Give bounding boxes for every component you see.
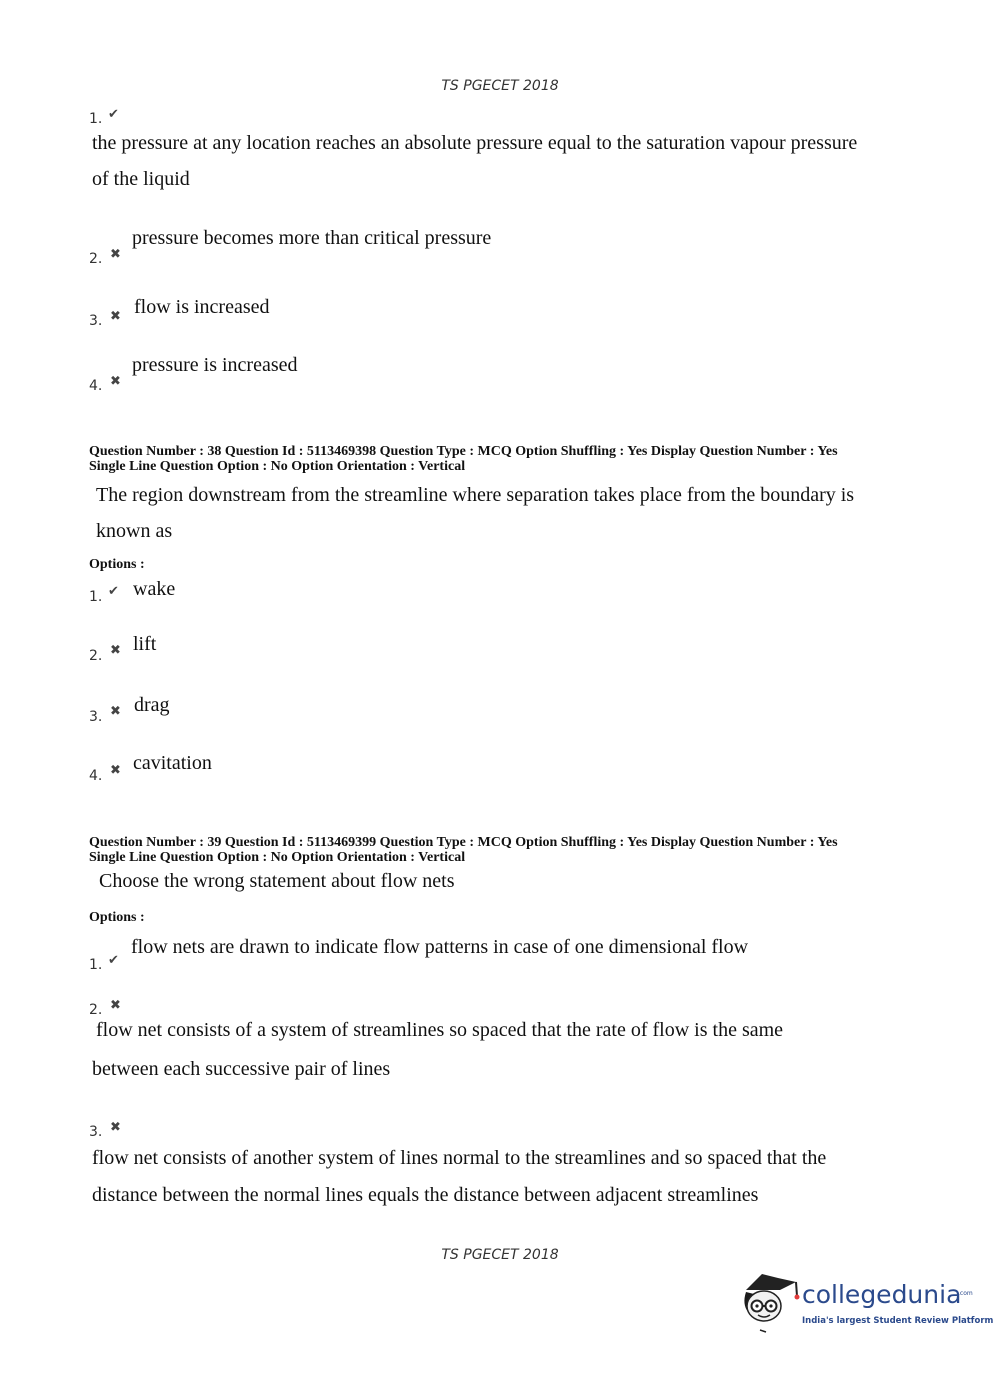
question-meta: Question Number : 38 Question Id : 5113469398 Question Type : MCQ Option Shuffling : Yes Display Question Number : Yes xyxy=(89,444,838,459)
mascot-icon xyxy=(740,1268,800,1338)
option-number: 1. xyxy=(89,957,103,973)
option-text: flow net consists of a system of streamlines so spaced that the rate of flow is the same xyxy=(96,1019,784,1041)
option-text: distance between the normal lines equals the distance between adjacent streamlines xyxy=(92,1184,759,1206)
wrong-cross-icon: ✖ xyxy=(110,309,121,324)
option-text: pressure is increased xyxy=(132,354,298,376)
option-number: 2. xyxy=(89,648,103,664)
option-text: pressure becomes more than critical pressure xyxy=(132,227,492,249)
option-number: 3. xyxy=(89,709,103,725)
options-label: Options : xyxy=(89,557,145,572)
correct-check-icon: ✔ xyxy=(108,107,119,122)
logo-tagline: India's largest Student Review Platform xyxy=(802,1316,994,1326)
option-number: 3. xyxy=(89,313,103,329)
correct-check-icon: ✔ xyxy=(108,953,119,968)
option-number: 1. xyxy=(89,111,103,127)
question-meta: Question Number : 39 Question Id : 5113469399 Question Type : MCQ Option Shuffling : Yes Display Question Number : Yes xyxy=(89,835,838,850)
wrong-cross-icon: ✖ xyxy=(110,704,121,719)
option-number: 4. xyxy=(89,378,103,394)
question-text: Choose the wrong statement about flow nets xyxy=(99,870,455,892)
options-label: Options : xyxy=(89,910,145,925)
wrong-cross-icon: ✖ xyxy=(110,1120,121,1135)
wrong-cross-icon: ✖ xyxy=(110,374,121,389)
option-text: drag xyxy=(134,694,170,716)
wrong-cross-icon: ✖ xyxy=(110,247,121,262)
wrong-cross-icon: ✖ xyxy=(110,763,121,778)
option-text: flow net consists of another system of lines normal to the streamlines and so spaced that the xyxy=(92,1147,827,1169)
option-number: 3. xyxy=(89,1124,103,1140)
option-number: 2. xyxy=(89,251,103,267)
wrong-cross-icon: ✖ xyxy=(110,643,121,658)
logo-suffix: .com xyxy=(958,1290,973,1297)
collegedunia-logo[interactable] xyxy=(740,1268,994,1338)
correct-check-icon: ✔ xyxy=(108,584,119,599)
option-text: lift xyxy=(133,633,157,655)
wrong-cross-icon: ✖ xyxy=(110,998,121,1013)
option-number: 4. xyxy=(89,768,103,784)
option-text: flow nets are drawn to indicate flow patterns in case of one dimensional flow xyxy=(131,936,749,958)
option-text: flow is increased xyxy=(134,296,270,318)
option-number: 1. xyxy=(89,589,103,605)
option-text: wake xyxy=(133,578,176,600)
option-text: between each successive pair of lines xyxy=(92,1058,391,1080)
option-number: 2. xyxy=(89,1002,103,1018)
page-footer: TS PGECET 2018 xyxy=(441,1247,559,1263)
page-header: TS PGECET 2018 xyxy=(441,78,559,94)
question-text: The region downstream from the streamline where separation takes place from the boundary is xyxy=(96,484,855,506)
logo-wordmark: collegedunia xyxy=(802,1280,962,1309)
question-text: known as xyxy=(96,520,173,542)
question-meta: Single Line Question Option : No Option Orientation : Vertical xyxy=(89,850,466,865)
question-meta: Single Line Question Option : No Option Orientation : Vertical xyxy=(89,459,466,474)
option-text: of the liquid xyxy=(92,168,190,190)
option-text: the pressure at any location reaches an absolute pressure equal to the saturation vapour pressure xyxy=(92,132,858,154)
option-text: cavitation xyxy=(133,752,212,774)
